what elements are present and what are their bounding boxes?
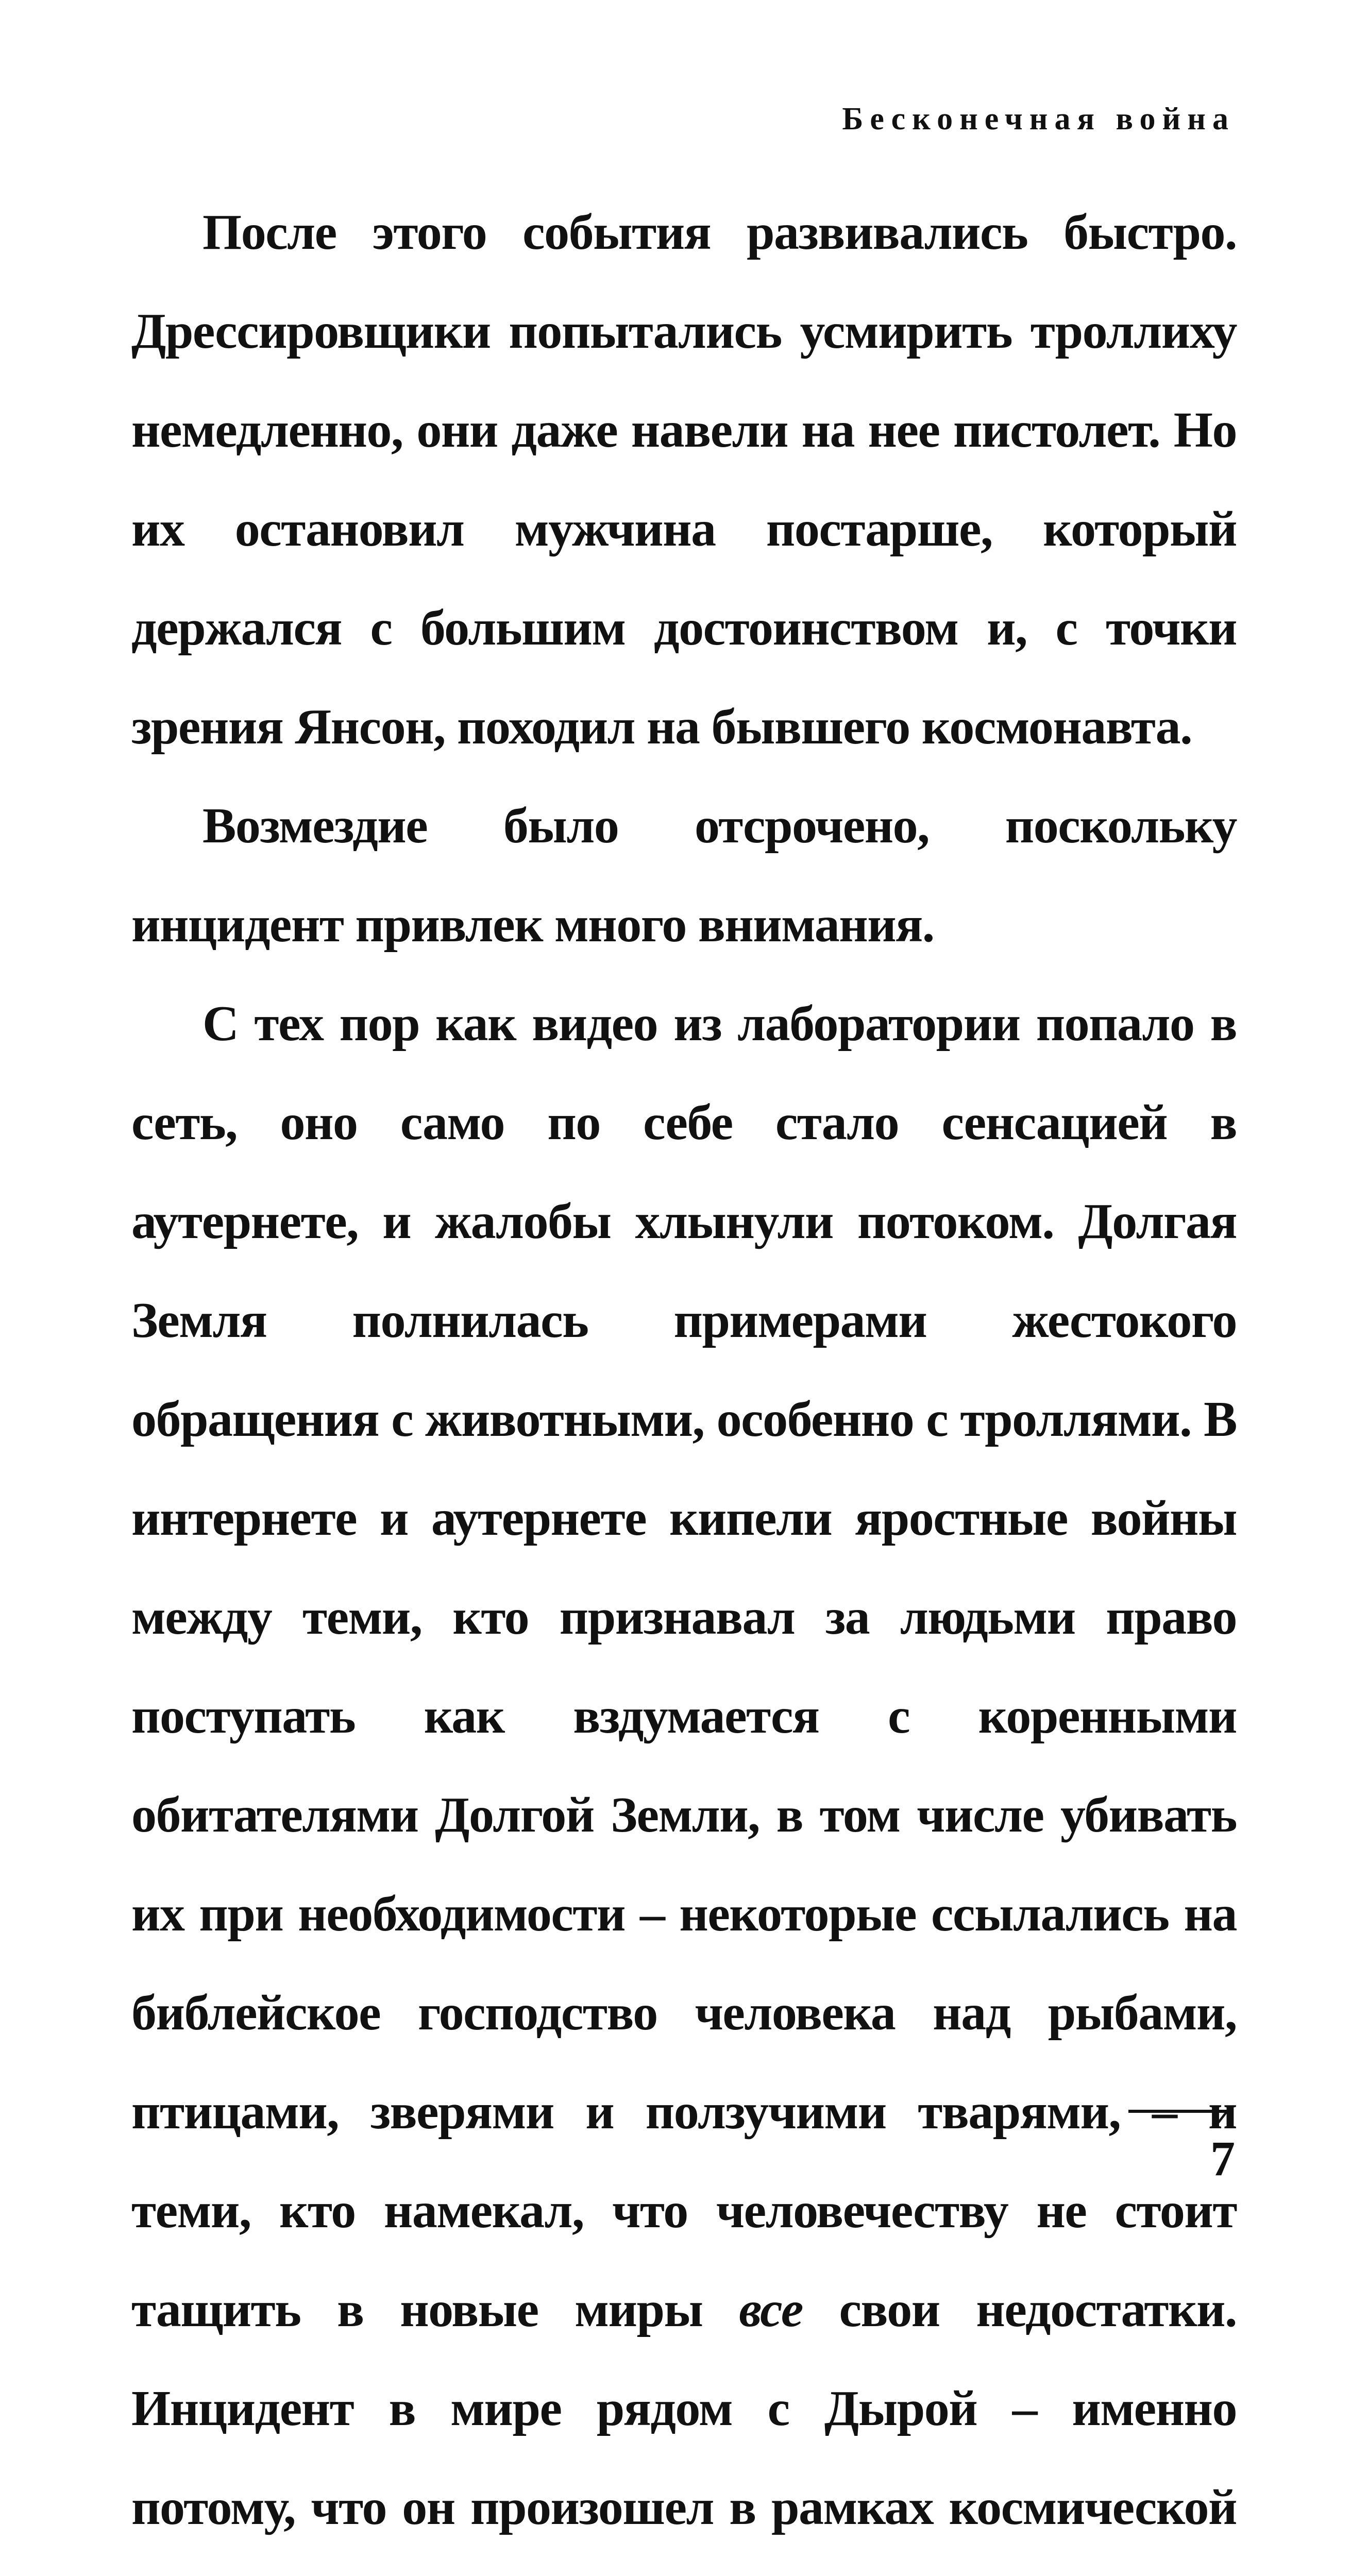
paragraph-text: С тех пор как видео из лаборатории попало в сеть, оно само по себе стало сенсацией в аутернете, и жалобы хлынули потоком. Долгая Земля полнилась примерами жестокого обращения с животными, особенно с троллями. В интернете и аутернете кипели яростные войны между теми, кто признавал за людьми право поступать как вздумается с коренными обитателями Долгой Земли, в том числе убивать их при необходимости – некоторые ссылались на библейское господство человека над рыбами, птицами, зверями и ползучими тварями, – и теми, кто намекал, что человечеству не стоит тащить в новые миры xyxy=(131,996,1237,2337)
paragraph: После этого события развивались быстро. Дрессировщики попытались усмирить троллиху немедленно, они даже навели на нее пистолет. Но их остановил мужчина постарше, который держался с большим достоинством и, с точки зрения Янсон, походил на бывшего космонавта. xyxy=(131,205,1237,755)
body-text xyxy=(131,183,1237,2576)
page-number: 7 xyxy=(1210,2131,1235,2186)
paragraph: Возмездие было отсрочено, поскольку инцидент привлек много внимания. xyxy=(131,798,1237,953)
paragraph-text: свои недостатки. Инцидент в мире рядом с Дырой – именно потому, что он произошел в рамках космической xyxy=(131,2282,1237,2535)
footer-rule xyxy=(1128,2110,1232,2113)
running-head: Бесконечная война xyxy=(842,101,1235,137)
paragraph xyxy=(131,974,1237,2576)
emphasized-word: все xyxy=(739,2282,803,2337)
